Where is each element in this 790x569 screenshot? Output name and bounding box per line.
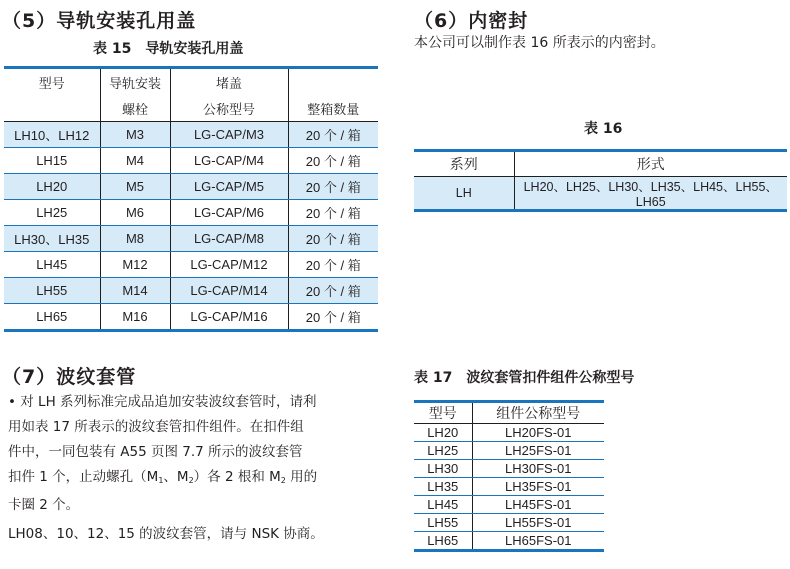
section-7-paragraph bbox=[8, 390, 324, 547]
table-row bbox=[4, 148, 378, 174]
header-cap-line2: 公称型号 bbox=[170, 95, 288, 122]
cell-bolt: M4 bbox=[100, 148, 170, 174]
cell-qty: 20 个 / 箱 bbox=[288, 226, 378, 252]
section-6-title: （6）内密封 bbox=[414, 10, 529, 32]
cell-part: LH30FS-01 bbox=[472, 460, 604, 478]
table-row bbox=[414, 424, 604, 442]
table-row bbox=[414, 478, 604, 496]
para-line: 件中，一同包装有 A55 页图 7.7 所示的波纹套管 bbox=[8, 444, 303, 460]
table-16 bbox=[414, 149, 787, 212]
para-line: LH08、10、12、15 的波纹套管，请与 NSK 协商。 bbox=[8, 526, 324, 542]
table-16-caption: 表 16 bbox=[584, 121, 623, 137]
table-15-caption: 表 15 导轨安装孔用盖 bbox=[93, 41, 244, 57]
header-model: 型号 bbox=[414, 402, 472, 424]
header-form: 形式 bbox=[514, 151, 787, 177]
table-row bbox=[414, 177, 787, 211]
para-text: ）各 2 根和 M bbox=[193, 469, 281, 485]
cell-bolt: M14 bbox=[100, 278, 170, 304]
section-7-title: （7）波纹套管 bbox=[2, 366, 137, 388]
cell-part: LH25FS-01 bbox=[472, 442, 604, 460]
cell-bolt: M5 bbox=[100, 174, 170, 200]
table-row bbox=[4, 278, 378, 304]
cell-qty: 20 个 / 箱 bbox=[288, 122, 378, 148]
cell-part: LH35FS-01 bbox=[472, 478, 604, 496]
cell-model: LH30、LH35 bbox=[4, 226, 100, 252]
cell-qty: 20 个 / 箱 bbox=[288, 200, 378, 226]
para-line: 用如表 17 所表示的波纹套管扣件组件。在扣件组 bbox=[8, 419, 304, 435]
subscript: 2 bbox=[188, 476, 194, 485]
cell-part: LH20FS-01 bbox=[472, 424, 604, 442]
cell-bolt: M16 bbox=[100, 304, 170, 331]
cell-cap: LG-CAP/M5 bbox=[170, 174, 288, 200]
cell-bolt: M8 bbox=[100, 226, 170, 252]
para-text: 用的 bbox=[285, 469, 318, 485]
header-part: 组件公称型号 bbox=[472, 402, 604, 424]
table-row bbox=[414, 514, 604, 532]
cell-qty: 20 个 / 箱 bbox=[288, 252, 378, 278]
cell-model: LH15 bbox=[4, 148, 100, 174]
table-15 bbox=[4, 66, 378, 332]
cell-cap: LG-CAP/M4 bbox=[170, 148, 288, 174]
cell-series: LH bbox=[414, 177, 514, 211]
header-cap-line1: 堵盖 bbox=[170, 68, 288, 96]
cell-cap: LG-CAP/M8 bbox=[170, 226, 288, 252]
subscript: 2 bbox=[280, 476, 286, 485]
para-line bbox=[8, 465, 324, 493]
cell-cap: LG-CAP/M3 bbox=[170, 122, 288, 148]
cell-model: LH25 bbox=[4, 200, 100, 226]
header-series: 系列 bbox=[414, 151, 514, 177]
table-row bbox=[414, 442, 604, 460]
cell-model: LH65 bbox=[414, 532, 472, 551]
table-row bbox=[414, 532, 604, 551]
header-qty: 整箱数量 bbox=[288, 95, 378, 122]
cell-cap: LG-CAP/M12 bbox=[170, 252, 288, 278]
cell-cap: LG-CAP/M16 bbox=[170, 304, 288, 331]
table-row bbox=[4, 122, 378, 148]
header-bolt-line2: 螺栓 bbox=[100, 95, 170, 122]
table-17-caption: 表 17 波纹套管扣件组件公称型号 bbox=[414, 370, 635, 386]
cell-model: LH45 bbox=[414, 496, 472, 514]
cell-bolt: M12 bbox=[100, 252, 170, 278]
cell-model: LH65 bbox=[4, 304, 100, 331]
cell-model: LH55 bbox=[414, 514, 472, 532]
para-line: 卡圈 2 个。 bbox=[8, 497, 80, 513]
para-line: • 对 LH 系列标准完成品追加安装波纹套管时，请利 bbox=[8, 394, 317, 410]
subscript: 1 bbox=[158, 476, 164, 485]
table-row bbox=[4, 252, 378, 278]
table-row bbox=[414, 460, 604, 478]
cell-part: LH55FS-01 bbox=[472, 514, 604, 532]
section-6-intro: 本公司可以制作表 16 所表示的内密封。 bbox=[414, 35, 665, 51]
table-row bbox=[414, 496, 604, 514]
para-text: 扣件 1 个，止动螺孔（M bbox=[8, 469, 159, 485]
table-17 bbox=[414, 400, 604, 552]
table-row bbox=[4, 226, 378, 252]
cell-bolt: M3 bbox=[100, 122, 170, 148]
table-row bbox=[4, 304, 378, 331]
cell-qty: 20 个 / 箱 bbox=[288, 148, 378, 174]
cell-model: LH45 bbox=[4, 252, 100, 278]
header-model: 型号 bbox=[4, 68, 100, 96]
cell-qty: 20 个 / 箱 bbox=[288, 174, 378, 200]
cell-cap: LG-CAP/M6 bbox=[170, 200, 288, 226]
para-text: 、M bbox=[163, 469, 189, 485]
cell-bolt: M6 bbox=[100, 200, 170, 226]
table-row bbox=[4, 200, 378, 226]
section-5-title: （5）导轨安装孔用盖 bbox=[2, 10, 197, 32]
cell-model: LH20 bbox=[414, 424, 472, 442]
table-row bbox=[4, 174, 378, 200]
header-qty-blank bbox=[288, 68, 378, 96]
cell-model: LH25 bbox=[414, 442, 472, 460]
header-model-blank bbox=[4, 95, 100, 122]
cell-cap: LG-CAP/M14 bbox=[170, 278, 288, 304]
cell-model: LH30 bbox=[414, 460, 472, 478]
header-bolt-line1: 导轨安装 bbox=[100, 68, 170, 96]
cell-model: LH10、LH12 bbox=[4, 122, 100, 148]
cell-part: LH45FS-01 bbox=[472, 496, 604, 514]
cell-qty: 20 个 / 箱 bbox=[288, 304, 378, 331]
cell-qty: 20 个 / 箱 bbox=[288, 278, 378, 304]
cell-model: LH35 bbox=[414, 478, 472, 496]
cell-model: LH55 bbox=[4, 278, 100, 304]
cell-part: LH65FS-01 bbox=[472, 532, 604, 551]
cell-form: LH20、LH25、LH30、LH35、LH45、LH55、LH65 bbox=[514, 177, 787, 211]
cell-model: LH20 bbox=[4, 174, 100, 200]
